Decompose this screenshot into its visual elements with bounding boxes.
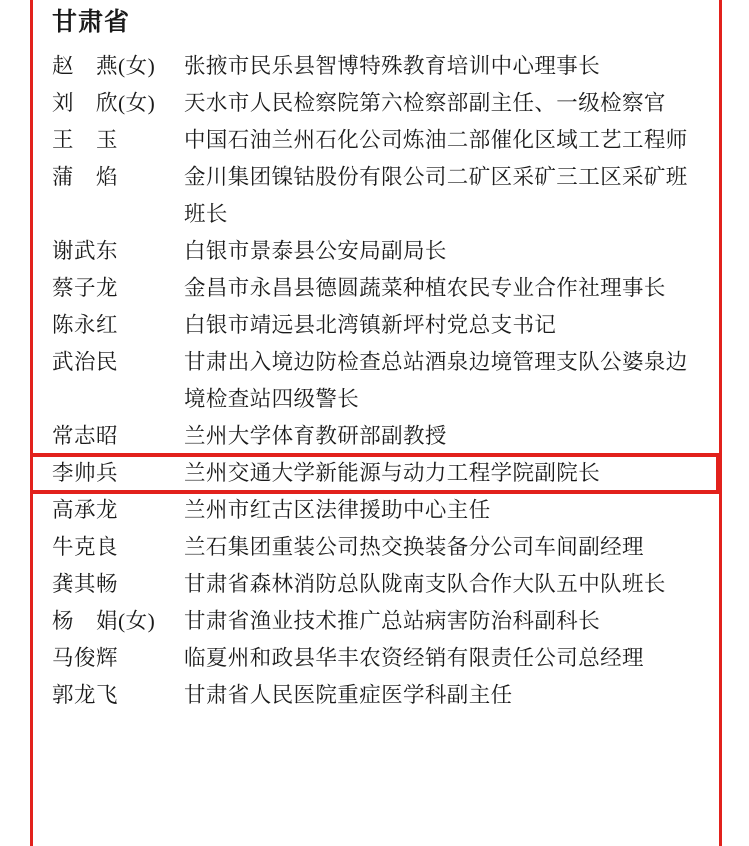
entry-row — [52, 529, 701, 566]
entry-row — [52, 677, 701, 714]
entry-name: 王 玉 — [52, 128, 119, 152]
right-margin-rule — [719, 0, 722, 846]
entry-description: 甘肃省人民医院重症医学科副主任 — [184, 683, 513, 707]
entry-description: 白银市靖远县北湾镇新坪村党总支书记 — [184, 313, 557, 337]
entry-description: 甘肃出入境边防检查总站酒泉边境管理支队公婆泉边境检查站四级警长 — [184, 350, 688, 411]
entry-name: 郭龙飞 — [52, 683, 119, 707]
entry-description: 中国石油兰州石化公司炼油二部催化区域工艺工程师 — [184, 128, 688, 152]
entry-row — [52, 566, 701, 603]
entry-description: 甘肃省渔业技术推广总站病害防治科副科长 — [184, 609, 601, 633]
entry-name: 蔡子龙 — [52, 276, 119, 300]
entry-row — [52, 418, 701, 455]
entry-description: 兰石集团重装公司热交换装备分公司车间副经理 — [184, 535, 644, 559]
entry-row — [52, 233, 701, 270]
entry-row — [52, 307, 701, 344]
entry-row — [52, 48, 701, 85]
entry-row — [52, 603, 701, 640]
entry-name: 牛克良 — [52, 535, 119, 559]
entry-row — [52, 492, 701, 529]
entry-list — [52, 48, 701, 714]
entry-name: 马俊辉 — [52, 646, 119, 670]
entry-name: 高承龙 — [52, 498, 119, 522]
section-title: 甘肃省 — [52, 9, 131, 36]
entry-name: 刘 欣(女) — [52, 91, 156, 115]
entry-name: 杨 娟(女) — [52, 609, 156, 633]
entry-description: 金川集团镍钴股份有限公司二矿区采矿三工区采矿班班长 — [184, 165, 688, 226]
entry-name: 赵 燕(女) — [52, 54, 156, 78]
entry-name: 李帅兵 — [52, 461, 119, 485]
entry-description: 临夏州和政县华丰农资经销有限责任公司总经理 — [184, 646, 644, 670]
entry-name: 武治民 — [52, 350, 119, 374]
entry-description: 张掖市民乐县智博特殊教育培训中心理事长 — [184, 54, 601, 78]
entry-description: 金昌市永昌县德圆蔬菜种植农民专业合作社理事长 — [184, 276, 666, 300]
entry-row — [52, 270, 701, 307]
entry-description: 天水市人民检察院第六检察部副主任、一级检察官 — [184, 91, 666, 115]
entry-name: 常志昭 — [52, 424, 119, 448]
entry-description: 兰州交通大学新能源与动力工程学院副院长 — [184, 461, 601, 485]
entry-row-highlighted — [52, 455, 701, 492]
entry-description: 白银市景泰县公安局副局长 — [184, 239, 447, 263]
entry-row — [52, 85, 701, 122]
left-margin-rule — [30, 0, 33, 846]
entry-row — [52, 640, 701, 677]
entry-name: 陈永红 — [52, 313, 119, 337]
entry-description: 兰州市红古区法律援助中心主任 — [184, 498, 491, 522]
entry-row — [52, 159, 701, 233]
document-content — [52, 0, 701, 714]
entry-row — [52, 344, 701, 418]
entry-name: 龚其畅 — [52, 572, 119, 596]
entry-name: 蒲 焰 — [52, 165, 119, 189]
entry-row — [52, 122, 701, 159]
entry-description: 甘肃省森林消防总队陇南支队合作大队五中队班长 — [184, 572, 666, 596]
entry-name: 谢武东 — [52, 239, 119, 263]
entry-description: 兰州大学体育教研部副教授 — [184, 424, 447, 448]
